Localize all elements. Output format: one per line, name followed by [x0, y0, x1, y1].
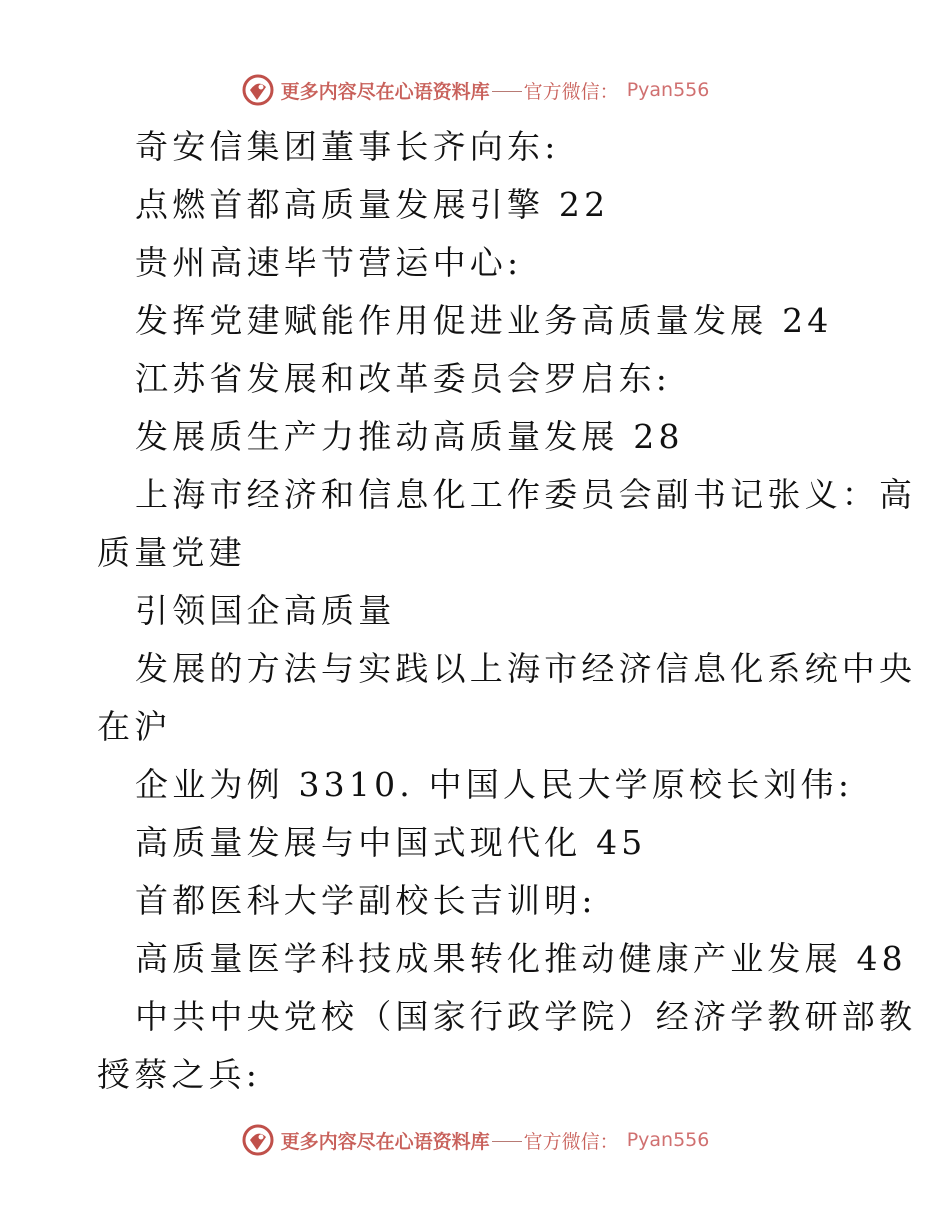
banner-account: Pyan556	[626, 79, 710, 101]
banner-colon: ：	[599, 80, 619, 103]
text-line: 引领国企高质量	[135, 591, 396, 630]
text-line: 奇安信集团董事长齐向东:	[135, 127, 560, 166]
text-line: 首都医科大学副校长吉训明:	[135, 881, 597, 920]
text-line: 中共中央党校（国家行政学院）经济学教研部教	[135, 997, 917, 1036]
text-line: 贵州高速毕节营运中心:	[135, 243, 523, 282]
banner-wechat-label: 官方微信	[523, 1130, 600, 1153]
text-line: 在沪	[97, 707, 172, 746]
heart-pen-logo-icon	[241, 1123, 275, 1157]
banner-dash	[492, 1141, 522, 1142]
banner-brand-text: 更多内容尽在心语资料库	[280, 1130, 490, 1153]
text-line: 发展的方法与实践以上海市经济信息化系统中央	[135, 649, 917, 688]
text-line: 质量党建	[97, 533, 246, 572]
text-line: 江苏省发展和改革委员会罗启东:	[135, 359, 672, 398]
banner-colon: ：	[599, 1130, 619, 1153]
banner-account: Pyan556	[626, 1129, 710, 1151]
text-line: 企业为例 3310. 中国人民大学原校长刘伟:	[135, 765, 854, 804]
banner-brand-text: 更多内容尽在心语资料库	[280, 80, 490, 103]
text-line: 发展质生产力推动高质量发展 28	[135, 417, 684, 456]
top-watermark-banner	[0, 70, 950, 110]
bottom-watermark-banner	[0, 1120, 950, 1160]
text-line: 高质量发展与中国式现代化 45	[135, 823, 647, 862]
text-line: 高质量医学科技成果转化推动健康产业发展 48	[135, 939, 907, 978]
text-line: 点燃首都高质量发展引擎 22	[135, 185, 610, 224]
heart-pen-logo-icon	[241, 73, 275, 107]
text-line: 授蔡之兵:	[97, 1055, 262, 1094]
text-line: 上海市经济和信息化工作委员会副书记张义：高	[135, 475, 917, 514]
banner-dash	[492, 91, 522, 92]
banner-wechat-label: 官方微信	[523, 80, 600, 103]
text-line: 发挥党建赋能作用促进业务高质量发展 24	[135, 301, 833, 340]
